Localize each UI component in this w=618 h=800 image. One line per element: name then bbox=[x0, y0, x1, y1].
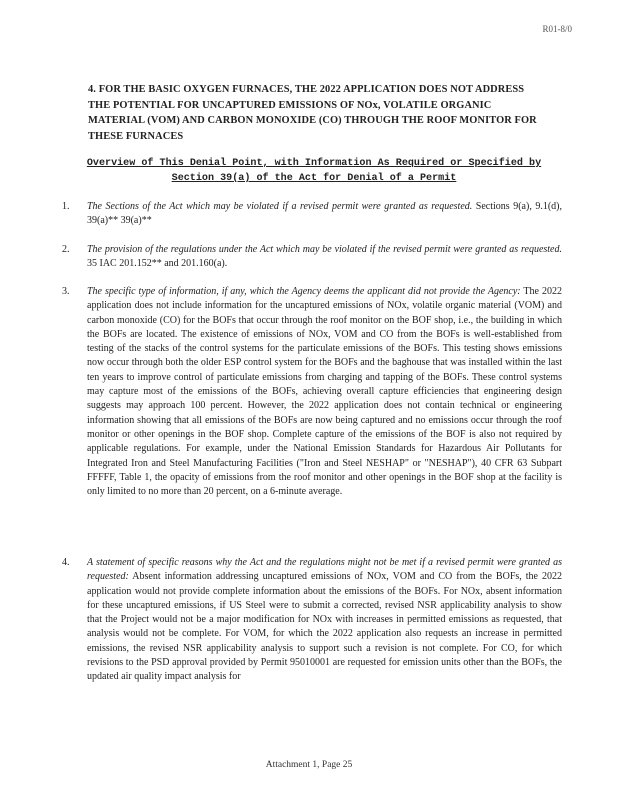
list-item bbox=[62, 200, 562, 232]
item-text: Absent information addressing uncaptured emissions of NOx, VOM and CO from the BOFs, the 2022 application would not provide complete information about the emissions of the BOFs. For NOx, absent information for these uncaptured emissions, if US Steel were to submit a corrected, revised NSR applicability analysis to show that the Project would not be a major modification for NOx with increases in permitted emissions as requested, that analysis would not be complete. For VOM, for which the 2022 application also requests an increase in permitted emissions, the revised NSR applicability analysis to support such a revision is not complete. For CO, for which revisions to the PSD approval provided by Permit 95010001 are requested for emission units other than the BOFs, the updated air quality impact analysis for bbox=[87, 571, 562, 683]
item-number: 3. bbox=[62, 286, 70, 297]
item-lead: The specific type of information, if any, which the Agency deems the applicant did not provide the Agency: bbox=[87, 286, 521, 297]
item-text: 35 IAC 201.152** and 201.160(a). bbox=[87, 258, 228, 270]
item-number: 1. bbox=[62, 201, 70, 212]
item-body bbox=[87, 200, 562, 229]
item-body bbox=[87, 556, 562, 685]
item-text: The 2022 application does not include information for the uncaptured emissions of NOx, volatile organic material (VOM) and carbon monoxide (CO) for the BOFs that occur through the roof monitor on the BOF shop, i.e., the building in which the BOFs are located. The existence of emissions of NOx, VOM and CO from the BOFs is well-established from testing of the stacks of the control systems for the particulate emissions of the BOFs. This testing shows emissions now occur through both the older ESP control system for the BOFs and the baghouse that was installed within the last ten years to improve control of particulate emissions from charging and tapping of the BOFs. These control systems may capture most of the emissions of the BOFs, achieving overall capture efficiencies that engineering design suggests may approach 100 percent. However, the 2022 application does not contain technical or engineering information showing that all emissions of the BOFs are now being captured and no emissions occur through the roof monitor or other openings in the BOF shop. Complete capture of the emissions of the BOF is also not required by applicable regulations. For example, under the National Emission Standards for Hazardous Air Pollutants for Integrated Iron and Steel Manufacturing Facilities ("Iron and Steel NESHAP" or "NESHAP"), 40 CFR 63 Subpart FFFFF, Table 1, the opacity of emissions from the roof monitor and other openings in the BOF shop at the facility is only limited to no more than 20 percent, on a 6-minute average. bbox=[87, 286, 562, 498]
item-number: 4. bbox=[62, 557, 70, 568]
list-item bbox=[62, 285, 562, 543]
document-reference: R01-8/0 bbox=[542, 24, 572, 34]
item-lead: A statement of specific reasons why the Act and the regulations might not be met if a revised permit were granted as requested: bbox=[87, 557, 562, 583]
page-footer: Attachment 1, Page 25 bbox=[265, 760, 353, 770]
section-subheading-text: Overview of This Denial Point, with Information As Required or Specified by Section 39(a) of the Act for Denial of a Permit bbox=[86, 158, 542, 184]
section-heading: 4. FOR THE BASIC OXYGEN FURNACES, THE 2022 APPLICATION DOES NOT ADDRESS THE POTENTIAL FOR UNCAPTURED EMISSIONS OF NOx, VOLATILE ORGANIC MATERIAL (VOM) AND CARBON MONOXIDE (CO) THROUGH THE ROOF MONITOR FOR THESE FURNACES bbox=[88, 84, 537, 142]
item-lead: The Sections of the Act which may be violated if a revised permit were granted as requested. bbox=[87, 201, 473, 212]
list-item bbox=[62, 243, 562, 275]
item-lead: The provision of the regulations under the Act which may be violated if the revised permit were granted as requested. bbox=[87, 244, 562, 255]
item-body bbox=[87, 285, 562, 499]
list-item bbox=[62, 556, 562, 731]
item-text: Sections 9(a), 9.1(d), 39(a)** 39(a)** bbox=[87, 201, 562, 227]
section-subheading bbox=[74, 156, 554, 186]
item-number: 2. bbox=[62, 244, 70, 255]
item-body bbox=[87, 243, 562, 272]
